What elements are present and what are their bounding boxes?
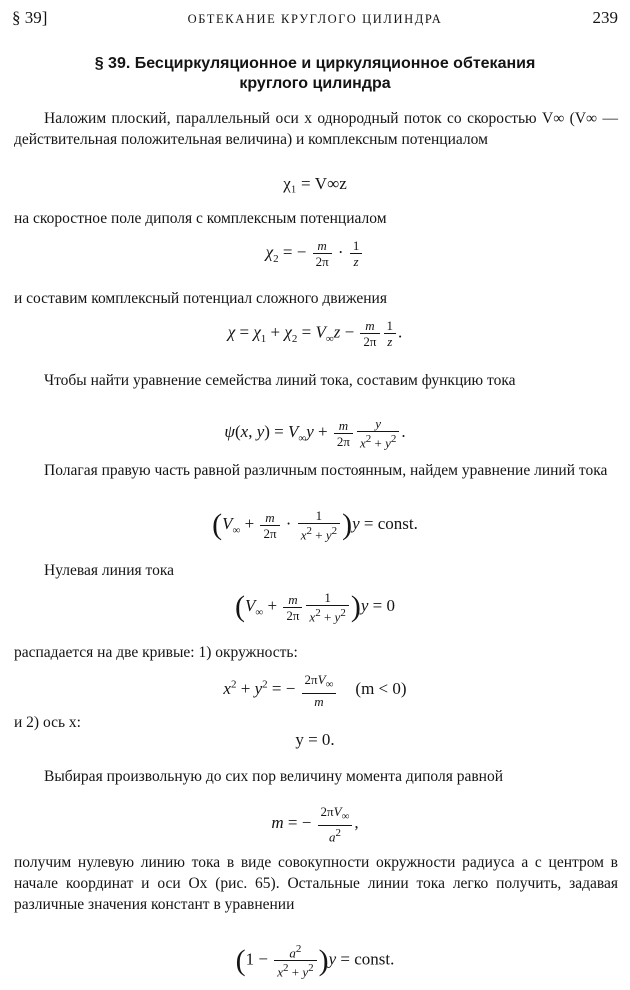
equation-uniform-potential: χ₁ = V∞z bbox=[283, 174, 347, 193]
equation-combined-potential: $\chi = \chi_1 + \chi_2 = V_\infty z$ − $\frac{m}{2\pi}$ $\frac{1}{z}$ . bbox=[227, 318, 403, 349]
equation-circle: $x^2 + y^2$ = − $\frac{2\pi V_\infty}{m}$ (m < 0) bbox=[223, 672, 407, 709]
equation-streamlines: ($V_\infty$ + $\frac{m}{2\pi}$ · $\frac{1}{x^2 + y^2}$ )y = const. bbox=[212, 508, 418, 543]
equation-dipole-moment: m = − $\frac{2\pi V_\infty}{a^2}$ , bbox=[271, 804, 359, 844]
equation-final: (1 − $\frac{a^2}{x^2 + y^2}$ )y = const. bbox=[235, 943, 395, 980]
page-number: 239 bbox=[592, 8, 618, 27]
section-title bbox=[0, 54, 630, 94]
section-title-line-1: § 39. Бесциркуляционное и циркуляционное обтекания bbox=[94, 55, 536, 72]
const-label: const. bbox=[377, 514, 418, 534]
paragraph-2: на скоростное поле диполя с комплексным потенциалом bbox=[14, 210, 387, 227]
paragraph-5: Полагая правую часть равной различным постоянным, найдем уравнение линий тока bbox=[44, 462, 608, 479]
condition-m-negative: (m < 0) bbox=[355, 679, 407, 699]
paragraph-9: Выбирая произвольную до сих пор величину момента диполя равной bbox=[44, 768, 503, 785]
zero-label: 0 bbox=[386, 596, 395, 616]
paragraph-8: и 2) ось x: bbox=[14, 714, 81, 731]
paragraph-6: Нулевая линия тока bbox=[44, 562, 174, 579]
paragraph-10: получим нулевую линию тока в виде совокупности окружности радиуса a с центром в начале координат и оси Ox (рис. 65). Остальные линии тока легко получить, задавая различные значения констант в уравнении bbox=[14, 854, 618, 913]
equation-end-period: . bbox=[398, 322, 403, 342]
running-header bbox=[12, 6, 618, 30]
paragraph-7: распадается на две кривые: 1) окружность: bbox=[14, 644, 298, 661]
equation-stream-function: ψ(x, $y) = V_\infty y$ + $\frac{m}{2\pi}$ $\frac{y}{x^2 + y^2}$ . bbox=[224, 416, 406, 451]
equation-zero-streamline: ($V_\infty$ + $\frac{m}{2\pi}$ $\frac{1}{x^2 + y^2}$ )y = 0 bbox=[235, 590, 395, 625]
paragraph-4: Чтобы найти уравнение семейства линий тока, составим функцию тока bbox=[44, 372, 516, 389]
paragraph-3: и составим комплексный потенциал сложного движения bbox=[14, 290, 387, 307]
running-title: ОБТЕКАНИЕ КРУГЛОГО ЦИЛИНДРА bbox=[187, 12, 443, 26]
section-title-line-2: круглого цилиндра bbox=[239, 75, 391, 92]
paragraph-1: Наложим плоский, параллельный оси x однородный поток со скоростью V∞ (V∞ — действительная положительная величина) и комплексным потенциалом bbox=[14, 110, 618, 148]
equation-axis: y = 0. bbox=[295, 730, 335, 749]
const-label-final: const. bbox=[354, 949, 395, 969]
equation-dipole-potential: $\chi_2$ = − $\frac{m}{2\pi}$ · $\frac{1}{z}$ bbox=[0, 238, 630, 269]
section-reference: § 39] bbox=[12, 8, 48, 27]
